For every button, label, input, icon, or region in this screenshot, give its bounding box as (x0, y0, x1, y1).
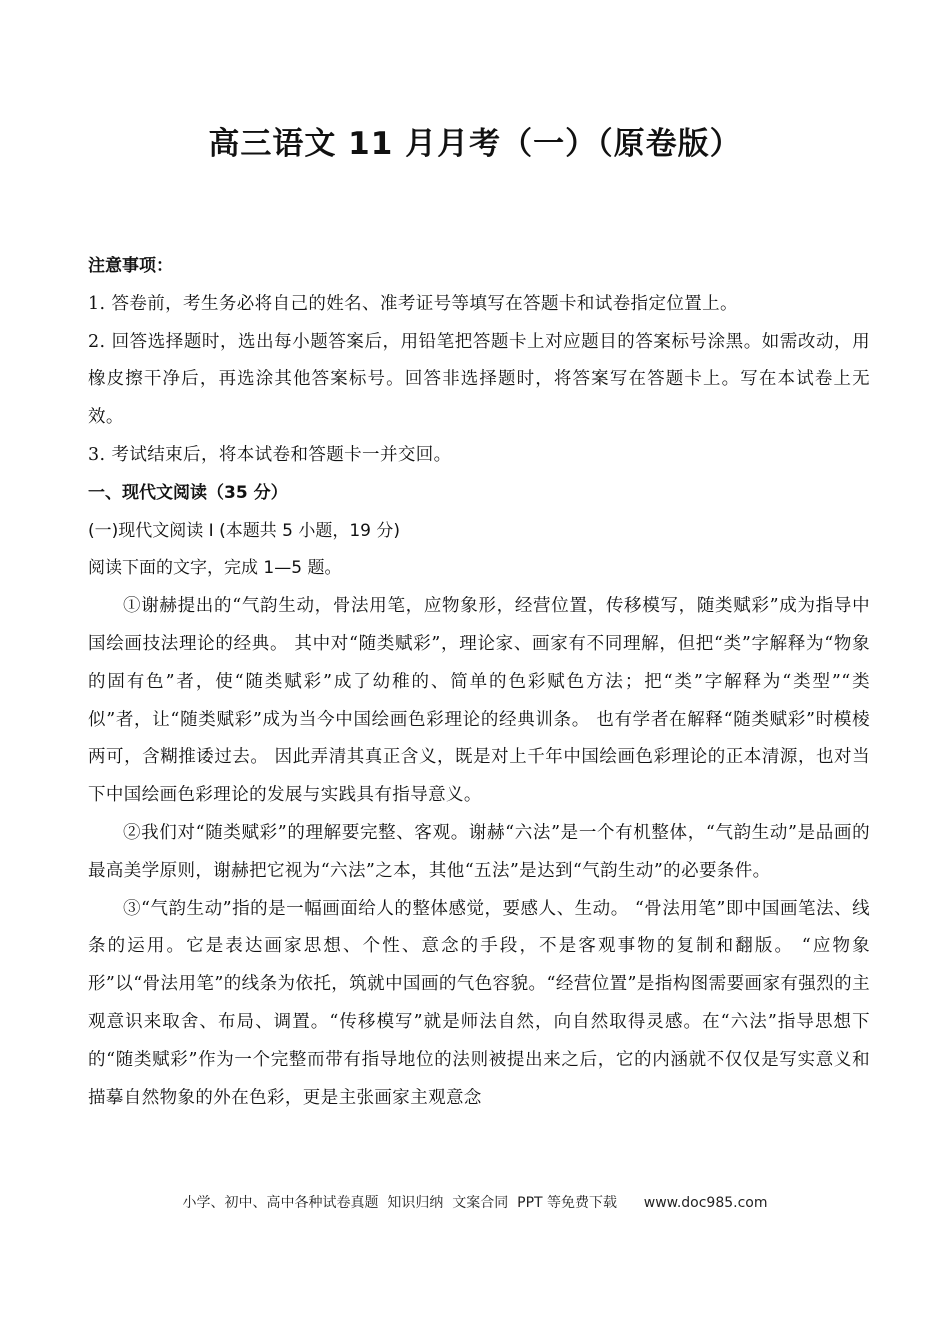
notice-item-3: 3. 考试结束后，将本试卷和答题卡一并交回。 (88, 444, 452, 465)
passage-paragraph-3: ③“气韵生动”指的是一幅画面给人的整体感觉，要感人、生动。 “骨法用笔”即中国画笔法、线条的运用。它是表达画家思想、个性、意念的手段，不是客观事物的复制和翻版。 “应物象形”以“骨法用笔”的线条为依托，筑就中国画的气色容貌。“经营位置”是指构图需要画家有强烈的主观意识来取舍、布局、调置。“传移模写”就是师法自然，向自然取得灵感。在“六法”指导思想下的“随类赋彩”作为一个完整而带有指导地位的法则被提出来之后，它的内涵就不仅仅是写实意义和描摹自然物象的外在色彩，更是主张画家主观意念 (88, 898, 870, 1108)
passage-paragraph-1: ①谢赫提出的“气韵生动，骨法用笔，应物象形，经营位置，传移模写，随类赋彩”成为指导中国绘画技法理论的经典。 其中对“随类赋彩”，理论家、画家有不同理解，但把“类”字解释为“物象的固有色”者，使“随类赋彩”成了幼稚的、简单的色彩赋色方法；把“类”字解释为“类型”“类似”者，让“随类赋彩”成为当今中国绘画色彩理论的经典训条。 也有学者在解释“随类赋彩”时模棱两可，含糊推诿过去。 因此弄清其真正含义，既是对上千年中国绘画色彩理论的正本清源，也对当下中国绘画色彩理论的发展与实践具有指导意义。 (88, 596, 870, 806)
exam-content (88, 248, 870, 1117)
notice-item-1: 1. 答卷前，考生务必将自己的姓名、准考证号等填写在答题卡和试卷指定位置上。 (88, 293, 738, 314)
reading-instruction: 阅读下面的文字，完成 1—5 题。 (88, 558, 342, 579)
footer-link[interactable]: www.doc985.com (643, 1195, 768, 1211)
page-title: 高三语文 11 月月考（一）（原卷版） (208, 126, 742, 162)
footer-text: 小学、初中、高中各种试卷真题 知识归纳 文案合同 PPT 等免费下载 (182, 1195, 618, 1211)
page-footer (0, 1192, 950, 1212)
notice-heading: 注意事项： (88, 256, 173, 276)
section-subheading: (一)现代文阅读 I (本题共 5 小题，19 分) (88, 520, 401, 541)
section-heading: 一、现代文阅读（35 分） (88, 482, 288, 503)
passage-paragraph-2: ②我们对“随类赋彩”的理解要完整、客观。谢赫“六法”是一个有机整体，“气韵生动”是品画的最高美学原则，谢赫把它视为“六法”之本，其他“五法”是达到“气韵生动”的必要条件。 (88, 822, 870, 881)
notice-item-2: 2. 回答选择题时，选出每小题答案后，用铅笔把答题卡上对应题目的答案标号涂黑。如需改动，用橡皮擦干净后，再选涂其他答案标号。回答非选择题时，将答案写在答题卡上。写在本试卷上无效。 (88, 331, 870, 428)
